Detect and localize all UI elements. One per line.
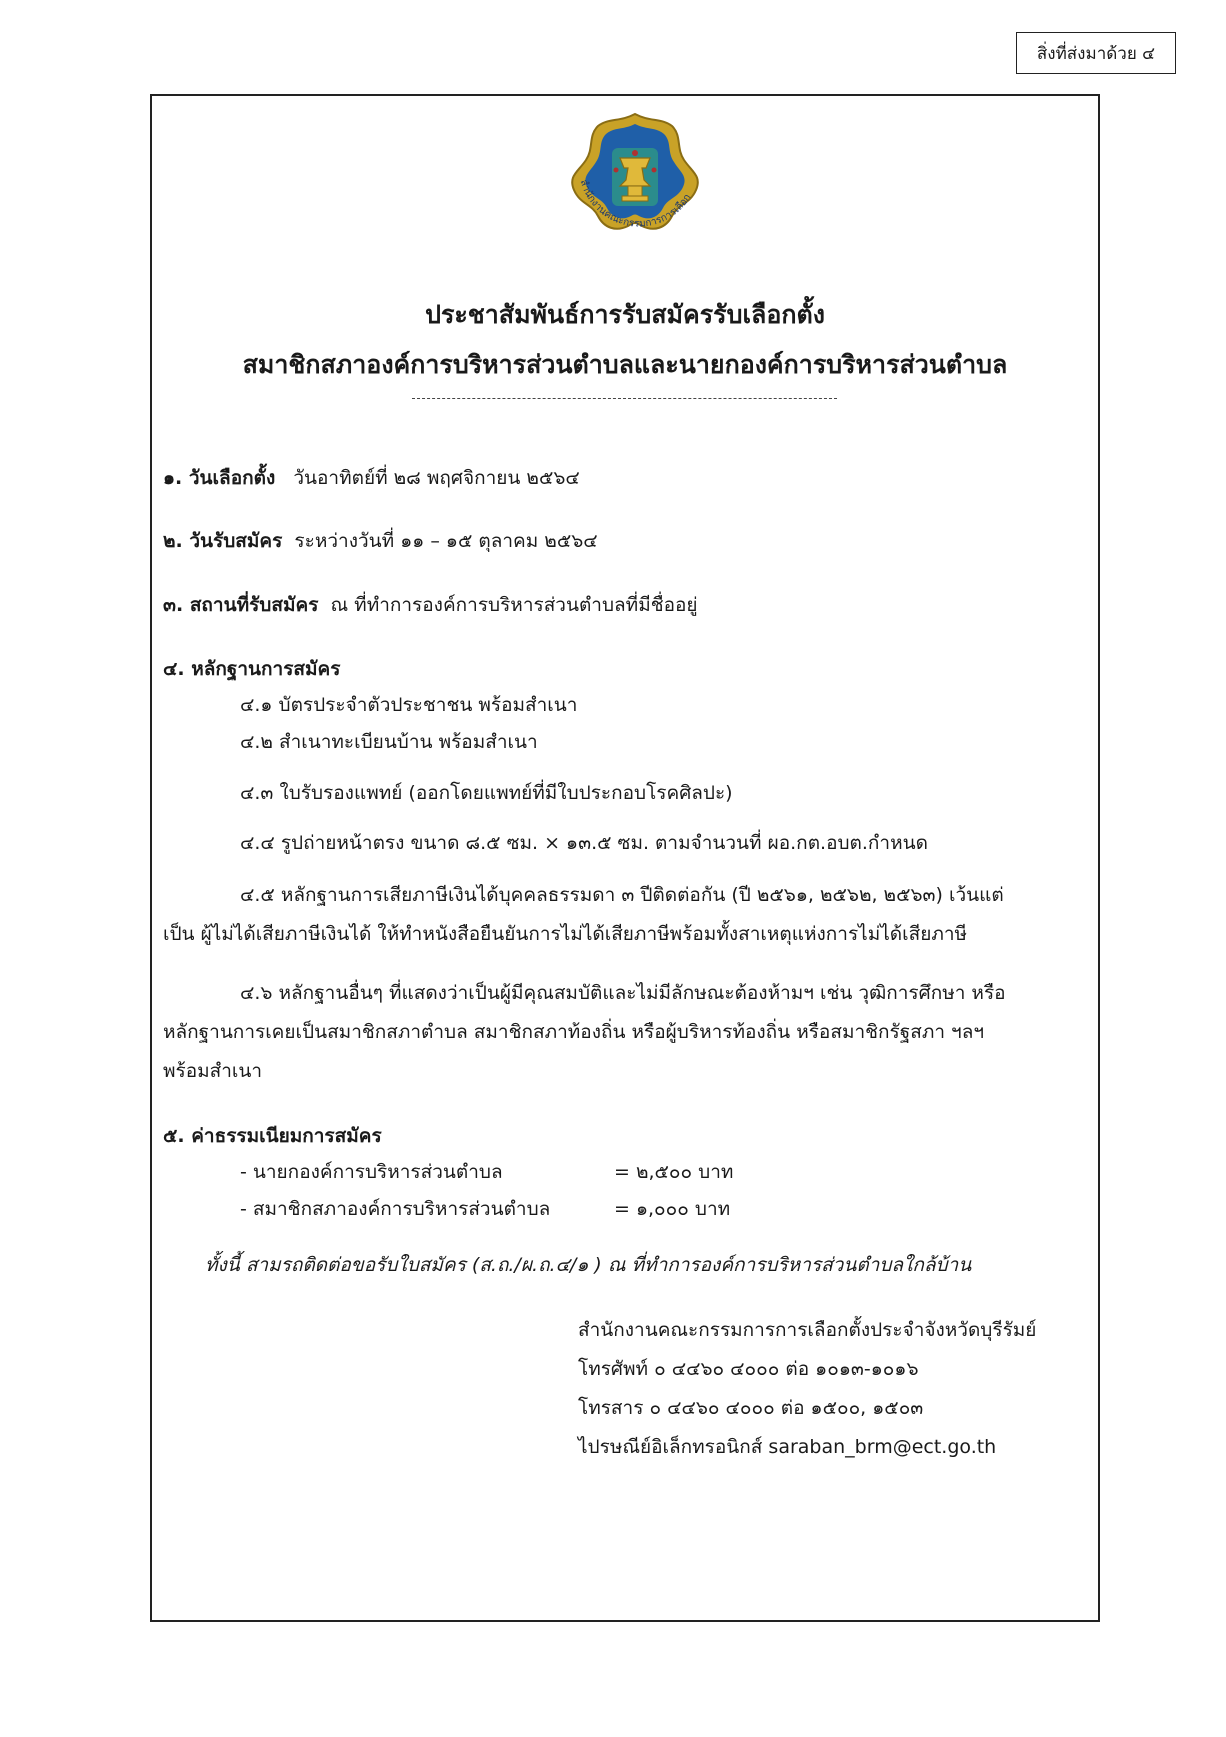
application-period-label: ๒. วันรับสมัคร: [163, 530, 283, 552]
document-item: ๔.๒ สำเนาทะเบียนบ้าน พร้อมสำเนา: [240, 731, 538, 753]
page-title-line1: ประชาสัมพันธ์การรับสมัครรับเลือกตั้ง: [425, 300, 825, 329]
contact-fax: โทรสาร ๐ ๔๔๖๐ ๔๐๐๐ ต่อ ๑๕๐๐, ๑๕๐๓: [578, 1397, 924, 1419]
documents-heading: ๔. หลักฐานการสมัคร: [163, 658, 341, 680]
document-item-continued: พร้อมสำเนา: [163, 1060, 263, 1082]
document-item: ๔.๕ หลักฐานการเสียภาษีเงินได้บุคคลธรรมดา ๓ ปีติดต่อกัน (ปี ๒๕๖๑, ๒๕๖๒, ๒๕๖๓) เว้นแต่: [240, 884, 1004, 906]
fees-heading: ๕. ค่าธรรมเนียมการสมัคร: [163, 1125, 382, 1147]
contact-office: สำนักงานคณะกรรมการการเลือกตั้งประจำจังหวัดบุรีรัมย์: [578, 1319, 1037, 1341]
contact-email: ไปรษณีย์อิเล็กทรอนิกส์ saraban_brm@ect.go.th: [578, 1436, 997, 1458]
application-period-value: ระหว่างวันที่ ๑๑ – ๑๕ ตุลาคม ๒๕๖๔: [294, 530, 598, 552]
fee-amount: = ๒,๕๐๐ บาท: [614, 1161, 734, 1183]
document-item: ๔.๑ บัตรประจำตัวประชาชน พร้อมสำเนา: [240, 694, 578, 716]
application-note: ทั้งนี้ สามรถติดต่อขอรับใบสมัคร (ส.ถ./ผ.ถ.๔/๑ ) ณ ที่ทำการองค์การบริหารส่วนตำบลใกล้บ้าน: [205, 1254, 972, 1276]
application-place-value: ณ ที่ทำการองค์การบริหารส่วนตำบลที่มีชื่ออยู่: [330, 594, 698, 616]
contact-phone: โทรศัพท์ ๐ ๔๔๖๐ ๔๐๐๐ ต่อ ๑๐๑๓-๑๐๑๖: [578, 1358, 919, 1380]
election-day-value: วันอาทิตย์ที่ ๒๘ พฤศจิกายน ๒๕๖๔: [293, 467, 580, 489]
document-item: ๔.๔ รูปถ่ายหน้าตรง ขนาด ๘.๕ ซม. × ๑๓.๕ ซม. ตามจำนวนที่ ผอ.กต.อบต.กำหนด: [240, 832, 928, 854]
application-place-row: [163, 590, 698, 620]
page-title-line2: สมาชิกสภาองค์การบริหารส่วนตำบลและนายกองค์การบริหารส่วนตำบล: [242, 350, 1008, 379]
ect-seal-icon: [550, 108, 720, 258]
document-item-continued: หลักฐานการเคยเป็นสมาชิกสภาตำบล สมาชิกสภาท้องถิ่น หรือผู้บริหารท้องถิ่น หรือสมาชิกรัฐสภา ฯลฯ: [163, 1021, 985, 1043]
title-divider: [412, 398, 837, 399]
fee-amount: = ๑,๐๐๐ บาท: [614, 1198, 731, 1220]
document-item-continued: เป็น ผู้ไม่ได้เสียภาษีเงินได้ ให้ทำหนังสือยืนยันการไม่ได้เสียภาษีพร้อมทั้งสาเหตุแห่งการไม่ได้เสียภาษี: [163, 923, 968, 945]
election-day-label: ๑. วันเลือกตั้ง: [163, 467, 276, 489]
election-day-row: [163, 463, 580, 493]
fee-name: - นายกองค์การบริหารส่วนตำบล: [240, 1161, 503, 1183]
application-period-row: [163, 526, 598, 556]
svg-text:สำนักงานคณะกรรมการการเลือกตั้ง: สำนักงานคณะกรรมการการเลือก: [577, 178, 694, 230]
document-item: ๔.๖ หลักฐานอื่นๆ ที่แสดงว่าเป็นผู้มีคุณสมบัติและไม่มีลักษณะต้องห้ามฯ เช่น วุฒิการศึกษา หรือ: [240, 982, 1006, 1004]
fee-name: - สมาชิกสภาองค์การบริหารส่วนตำบล: [240, 1198, 551, 1220]
document-item: ๔.๓ ใบรับรองแพทย์ (ออกโดยแพทย์ที่มีใบประกอบโรคศิลปะ): [240, 782, 733, 804]
attachment-label: สิ่งที่ส่งมาด้วย ๔: [1016, 32, 1176, 74]
application-place-label: ๓. สถานที่รับสมัคร: [163, 594, 319, 616]
